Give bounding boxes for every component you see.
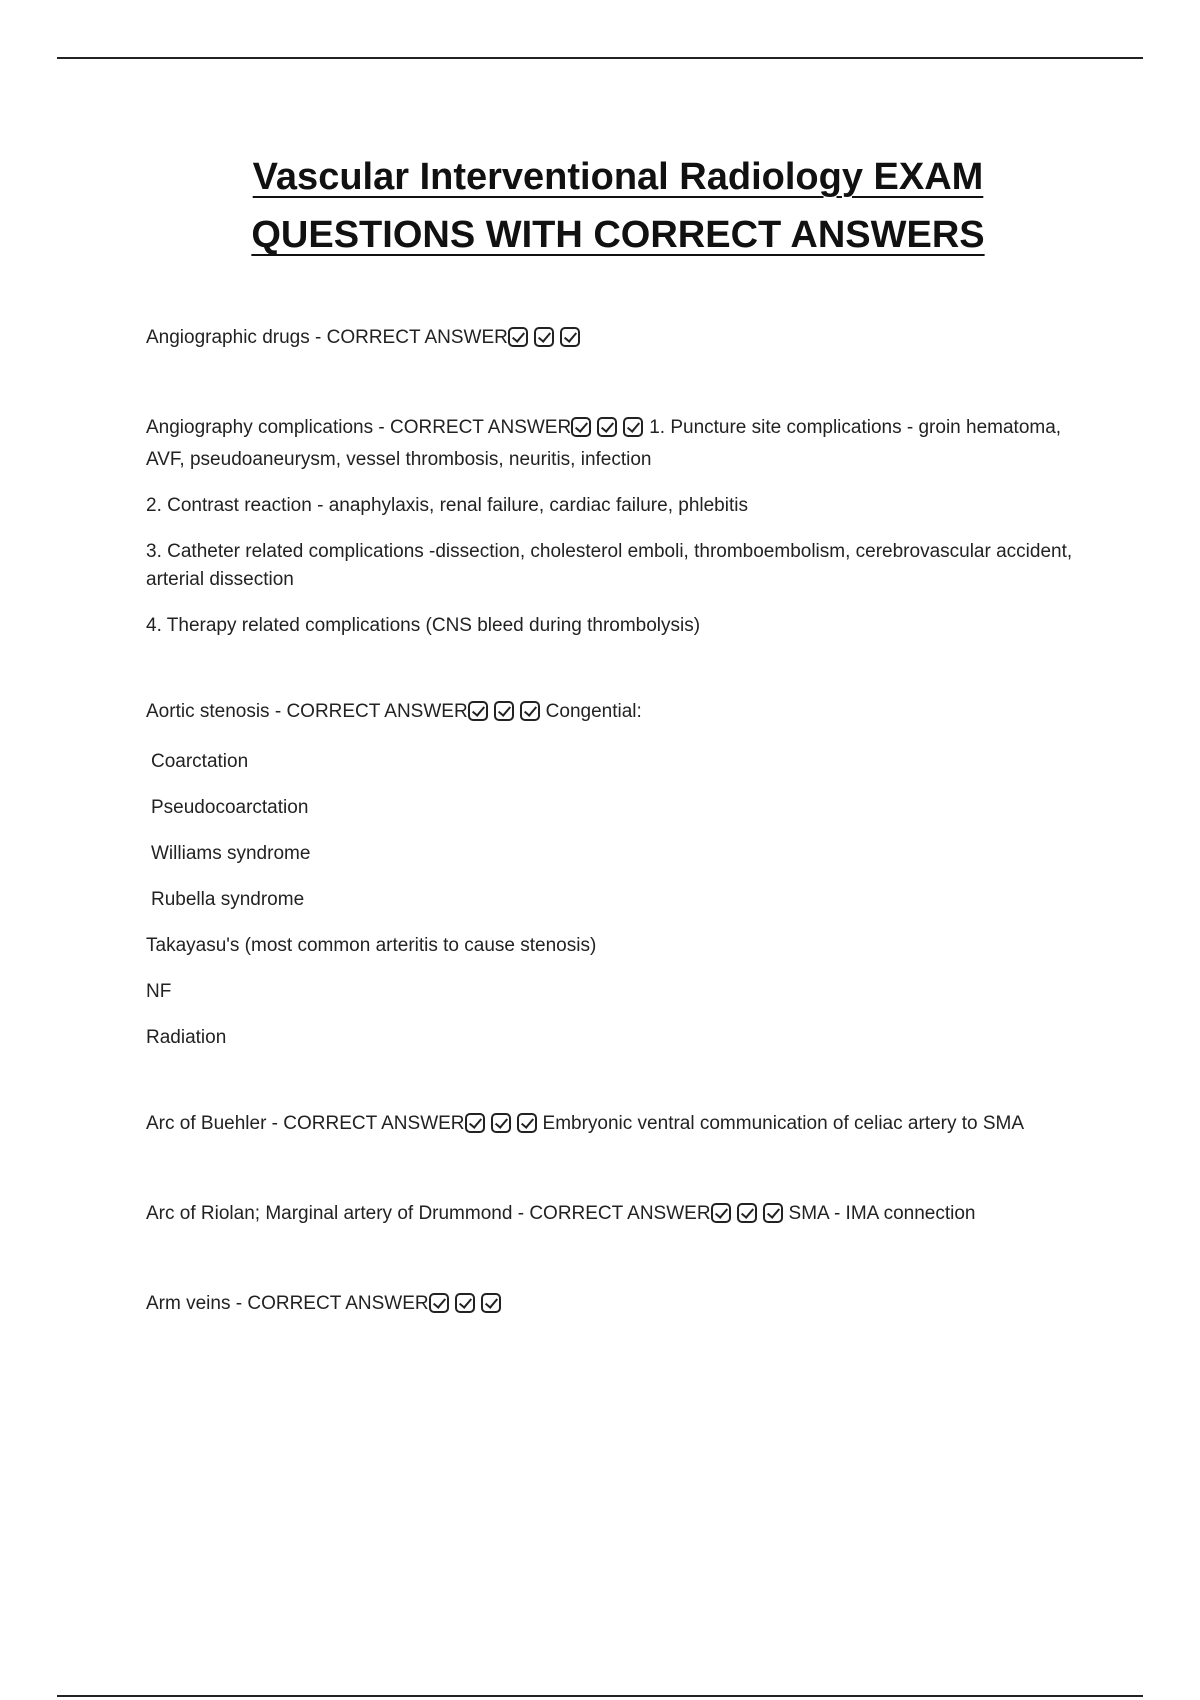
checkbox-icon	[468, 701, 488, 721]
check-icons	[508, 327, 586, 356]
checkbox-icon	[534, 327, 554, 347]
document-title	[0, 148, 1200, 264]
qa-question: Aortic stenosis - CORRECT ANSWER Congential:	[146, 698, 1086, 730]
qa-answer: 1. Puncture site complications - groin hematoma, AVF, pseudoaneurysm, vessel thrombosis, neuritis, infection	[146, 417, 1062, 470]
qa-answer-line: Radiation	[146, 1027, 227, 1048]
qa-sub-item: Coarctation	[151, 751, 249, 772]
title-line-2: QUESTIONS WITH CORRECT ANSWERS	[251, 214, 985, 256]
checkbox-icon	[508, 327, 528, 347]
checkbox-icon	[623, 417, 643, 437]
qa-term: Aortic stenosis	[146, 701, 270, 722]
qa-sub-item: Pseudocoarctation	[151, 797, 309, 818]
check-icons	[468, 701, 546, 730]
check-icons	[465, 1113, 543, 1142]
checkbox-icon	[455, 1293, 475, 1313]
qa-entry-arc-of-riolan	[146, 1200, 1086, 1232]
qa-entry-angiography-complications	[146, 414, 1086, 640]
checkbox-icon	[737, 1203, 757, 1223]
correct-answer-label: CORRECT ANSWER	[326, 327, 508, 348]
checkbox-icon	[571, 417, 591, 437]
qa-sub-item: Williams syndrome	[151, 843, 311, 864]
qa-term: Arc of Buehler	[146, 1113, 267, 1134]
checkbox-icon	[560, 327, 580, 347]
qa-answer-line: 2. Contrast reaction - anaphylaxis, renal failure, cardiac failure, phlebitis	[146, 495, 748, 516]
bottom-rule	[57, 1695, 1143, 1697]
checkbox-icon	[517, 1113, 537, 1133]
qa-entry-aortic-stenosis	[146, 698, 1086, 1052]
title-line-1: Vascular Interventional Radiology EXAM	[252, 156, 984, 198]
qa-term: Arc of Riolan; Marginal artery of Drummond	[146, 1203, 513, 1224]
qa-answer-line: 4. Therapy related complications (CNS bleed during thrombolysis)	[146, 615, 701, 636]
correct-answer-label: CORRECT ANSWER	[247, 1293, 429, 1314]
qa-question: Arc of Riolan; Marginal artery of Drummond - CORRECT ANSWER SMA - IMA connection	[146, 1200, 1086, 1232]
checkbox-icon	[711, 1203, 731, 1223]
qa-term: Arm veins	[146, 1293, 231, 1314]
qa-entry-arm-veins	[146, 1290, 1086, 1322]
checkbox-icon	[520, 701, 540, 721]
qa-answer: Congential:	[545, 701, 642, 722]
checkbox-icon	[597, 417, 617, 437]
qa-term: Angiography complications	[146, 417, 374, 438]
qa-question: Angiography complications - CORRECT ANSWER 1. Puncture site complications - groin hematoma, AVF, pseudoaneurysm, vessel thrombosis, neuritis, infection	[146, 417, 1062, 470]
check-icons	[711, 1203, 789, 1232]
checkbox-icon	[491, 1113, 511, 1133]
checkbox-icon	[429, 1293, 449, 1313]
qa-list	[146, 324, 1086, 1322]
qa-entry-angiographic-drugs	[146, 324, 1086, 356]
qa-answer-line: NF	[146, 981, 172, 1002]
qa-term: Angiographic drugs	[146, 327, 310, 348]
qa-entry-arc-of-buehler	[146, 1110, 1086, 1142]
check-icons	[571, 417, 649, 446]
checkbox-icon	[763, 1203, 783, 1223]
correct-answer-label: CORRECT ANSWER	[529, 1203, 711, 1224]
qa-sub-item: Rubella syndrome	[151, 889, 305, 910]
qa-question: Arc of Buehler - CORRECT ANSWER Embryonic ventral communication of celiac artery to SMA	[146, 1110, 1086, 1142]
correct-answer-label: CORRECT ANSWER	[283, 1113, 465, 1134]
correct-answer-label: CORRECT ANSWER	[389, 417, 572, 438]
qa-answer: SMA - IMA connection	[788, 1203, 976, 1224]
correct-answer-label: CORRECT ANSWER	[286, 701, 468, 722]
qa-answer: Embryonic ventral communication of celiac artery to SMA	[542, 1113, 1025, 1134]
check-icons	[429, 1293, 507, 1322]
top-rule	[57, 57, 1143, 59]
qa-answer-line: Takayasu's (most common arteritis to cause stenosis)	[146, 935, 597, 956]
checkbox-icon	[494, 701, 514, 721]
qa-question: Angiographic drugs - CORRECT ANSWER	[146, 324, 1086, 356]
qa-answer-line: 3. Catheter related complications -dissection, cholesterol emboli, thromboembolism, cerebrovascular accident, arterial dissection	[146, 541, 1073, 590]
qa-question: Arm veins - CORRECT ANSWER	[146, 1290, 1086, 1322]
checkbox-icon	[481, 1293, 501, 1313]
checkbox-icon	[465, 1113, 485, 1133]
